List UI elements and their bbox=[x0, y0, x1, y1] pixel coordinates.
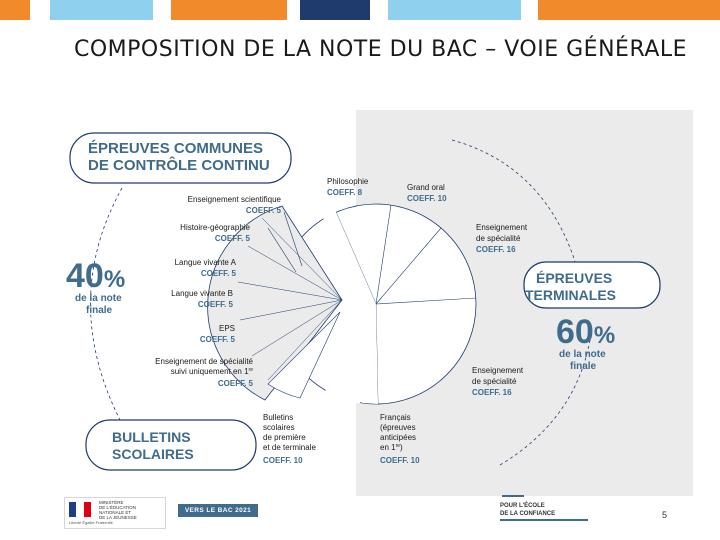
item-lv-a-coeff: COEFF. 5 bbox=[200, 269, 236, 278]
item-francais-line1: Français bbox=[380, 413, 411, 422]
bac-composition-diagram bbox=[62, 110, 694, 496]
terminal-title-line2: TERMINALES bbox=[525, 287, 616, 303]
item-francais-coeff: COEFF. 10 bbox=[380, 456, 420, 465]
item-bulletins-line2: scolaires bbox=[263, 423, 295, 432]
cc-title-line1: ÉPREUVES COMMUNES bbox=[88, 140, 264, 157]
item-bulletins-coeff: COEFF. 10 bbox=[263, 456, 303, 465]
bulletins-title-line2: SCOLAIRES bbox=[112, 446, 194, 462]
item-bulletins-line4: et de terminale bbox=[263, 443, 316, 452]
vers-le-bac-badge: VERS LE BAC 2021 bbox=[178, 504, 258, 517]
item-lv-a-label: Langue vivante A bbox=[174, 258, 236, 267]
item-philosophie-label: Philosophie bbox=[327, 177, 369, 186]
item-bulletins-line3: de première bbox=[263, 433, 306, 442]
item-spe-bottom-line2: de spécialité bbox=[472, 377, 517, 386]
item-spe-bottom-line1: Enseignement bbox=[472, 366, 524, 375]
item-spe-1re-label-line2: suivi uniquement en 1re bbox=[170, 367, 253, 376]
terminal-percent: 60% bbox=[556, 313, 616, 351]
header-bar-blue-left bbox=[50, 0, 153, 20]
ecole-confiance-logo bbox=[500, 496, 590, 524]
confiance-line2: DE LA CONFIANCE bbox=[500, 511, 556, 517]
cc-title-line2: DE CONTRÔLE CONTINU bbox=[88, 157, 270, 174]
item-lv-b-coeff: COEFF. 5 bbox=[197, 300, 233, 309]
item-spe-1re-label-line1: Enseignement de spécialité bbox=[155, 357, 253, 366]
terminal-title-line1: ÉPREUVES bbox=[536, 270, 613, 286]
item-spe-bottom-coeff: COEFF. 16 bbox=[472, 388, 512, 397]
terminal-percent-line2: finale bbox=[570, 361, 597, 372]
header-bar-orange-mid bbox=[171, 0, 287, 20]
header-bar-orange-left bbox=[0, 0, 30, 20]
item-philosophie-coeff: COEFF. 8 bbox=[327, 188, 363, 197]
header-bar-blue-right bbox=[388, 0, 521, 20]
item-spe-top-coeff: COEFF. 16 bbox=[476, 245, 516, 254]
item-ens-scientifique-coeff: COEFF. 5 bbox=[245, 206, 281, 215]
cc-percent-line1: de la note bbox=[75, 293, 122, 304]
item-lv-b-label: Langue vivante B bbox=[171, 289, 233, 298]
item-francais-line3: anticipées bbox=[380, 433, 417, 442]
header-bar-orange-right bbox=[538, 0, 720, 20]
bulletins-title-box bbox=[86, 420, 256, 470]
item-spe-top-line2: de spécialité bbox=[476, 234, 521, 243]
header-bar-navy bbox=[300, 0, 370, 20]
ministry-logo bbox=[64, 497, 166, 529]
page-number: 5 bbox=[662, 510, 668, 520]
item-grand-oral-coeff: COEFF. 10 bbox=[407, 194, 447, 203]
item-eps-label: EPS bbox=[218, 324, 235, 333]
terminal-percent-line1: de la note bbox=[559, 349, 606, 360]
left-dashed-arc bbox=[90, 188, 122, 420]
confiance-line1: POUR L'ÉCOLE bbox=[500, 503, 545, 509]
ministry-name: MINISTÈRE DE L'ÉDUCATION NATIONALE ET DE LA JEUNESSE bbox=[99, 500, 137, 520]
item-eps-coeff: COEFF. 5 bbox=[199, 335, 235, 344]
ministry-motto: Liberté Égalité Fraternité bbox=[69, 520, 113, 525]
item-bulletins-line1: Bulletins bbox=[263, 413, 294, 422]
item-ens-scientifique-label: Enseignement scientifique bbox=[187, 195, 281, 204]
item-spe-top-line1: Enseignement bbox=[476, 223, 528, 232]
item-histoire-geo-coeff: COEFF. 5 bbox=[214, 234, 250, 243]
bulletins-title-line1: BULLETINS bbox=[112, 429, 191, 445]
item-grand-oral-label: Grand oral bbox=[407, 183, 445, 192]
item-francais-line2: (épreuves bbox=[380, 423, 416, 432]
cc-percent-line2: finale bbox=[86, 305, 113, 316]
cc-percent: 40% bbox=[66, 257, 126, 295]
page-title: COMPOSITION DE LA NOTE DU BAC – VOIE GÉNÉRALE bbox=[74, 37, 688, 62]
item-francais-line4: en 1re) bbox=[380, 443, 403, 452]
french-flag-icon bbox=[69, 502, 91, 517]
item-spe-1re-coeff: COEFF. 5 bbox=[217, 379, 253, 388]
item-histoire-geo-label: Histoire-géographie bbox=[180, 223, 250, 232]
